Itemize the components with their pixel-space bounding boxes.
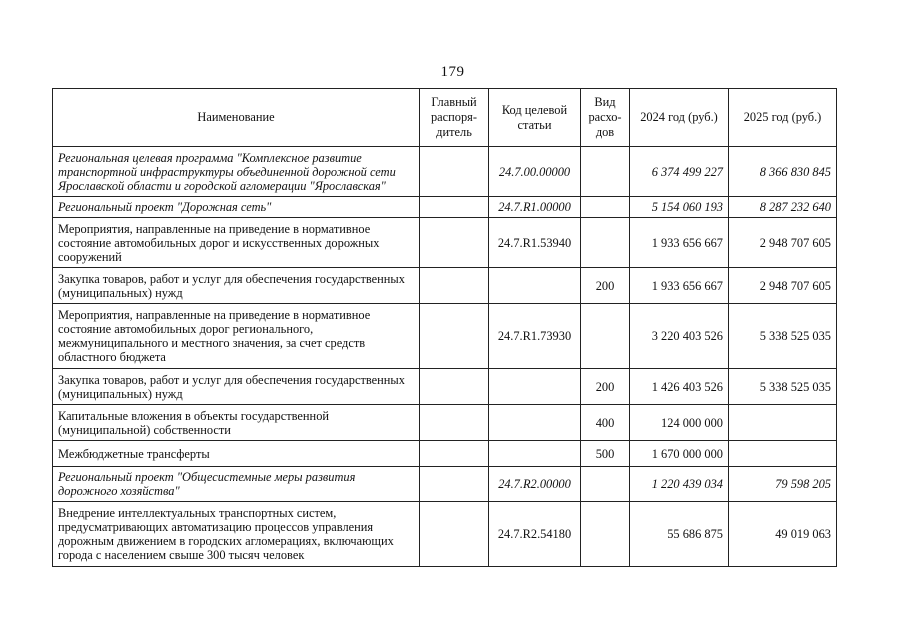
row-expense-kind (581, 304, 630, 369)
row-amount-2024: 6 374 499 227 (630, 147, 729, 197)
header-manager: Главный распоря-дитель (420, 89, 489, 147)
table-row (53, 218, 837, 268)
row-target-code: 24.7.00.00000 (489, 147, 581, 197)
row-expense-kind: 200 (581, 369, 630, 405)
row-expense-kind: 400 (581, 405, 630, 441)
row-manager (420, 467, 489, 502)
row-amount-2025: 2 948 707 605 (729, 268, 837, 304)
header-expense-kind: Вид расхо-дов (581, 89, 630, 147)
table-row (53, 369, 837, 405)
row-amount-2024: 55 686 875 (630, 502, 729, 567)
header-year-2025: 2025 год (руб.) (729, 89, 837, 147)
row-amount-2025: 79 598 205 (729, 467, 837, 502)
header-target-code: Код целевой статьи (489, 89, 581, 147)
row-amount-2024: 124 000 000 (630, 405, 729, 441)
row-manager (420, 218, 489, 268)
budget-table (52, 88, 837, 567)
row-amount-2024: 5 154 060 193 (630, 197, 729, 218)
row-expense-kind (581, 218, 630, 268)
row-name: Региональная целевая программа "Комплексное развитие транспортной инфраструктуры объединенной дорожной сети Ярославской области и городской агломерации "Ярославская" (53, 147, 420, 197)
page-number: 179 (440, 64, 465, 80)
row-expense-kind (581, 467, 630, 502)
row-manager (420, 502, 489, 567)
row-manager (420, 147, 489, 197)
table-row (53, 441, 837, 467)
table-row (53, 467, 837, 502)
row-expense-kind: 500 (581, 441, 630, 467)
table-row (53, 502, 837, 567)
row-expense-kind (581, 147, 630, 197)
row-amount-2024: 1 933 656 667 (630, 218, 729, 268)
row-manager (420, 197, 489, 218)
row-target-code (489, 441, 581, 467)
row-amount-2025: 8 366 830 845 (729, 147, 837, 197)
row-target-code (489, 268, 581, 304)
table-row (53, 147, 837, 197)
row-amount-2024: 1 220 439 034 (630, 467, 729, 502)
row-target-code: 24.7.R2.00000 (489, 467, 581, 502)
row-target-code (489, 369, 581, 405)
row-amount-2024: 1 426 403 526 (630, 369, 729, 405)
header-name: Наименование (53, 89, 420, 147)
row-amount-2025: 2 948 707 605 (729, 218, 837, 268)
row-amount-2024: 1 933 656 667 (630, 268, 729, 304)
table-row (53, 405, 837, 441)
row-name: Закупка товаров, работ и услуг для обеспечения государственных (муниципальных) нужд (53, 369, 420, 405)
row-amount-2025: 8 287 232 640 (729, 197, 837, 218)
table-row (53, 197, 837, 218)
table-body (53, 147, 837, 567)
row-target-code: 24.7.R2.54180 (489, 502, 581, 567)
row-amount-2025 (729, 441, 837, 467)
header-year-2024: 2024 год (руб.) (630, 89, 729, 147)
row-manager (420, 405, 489, 441)
row-name: Межбюджетные трансферты (53, 441, 420, 467)
row-expense-kind: 200 (581, 268, 630, 304)
row-name: Региональный проект "Общесистемные меры развития дорожного хозяйства" (53, 467, 420, 502)
row-amount-2024: 1 670 000 000 (630, 441, 729, 467)
row-target-code: 24.7.R1.00000 (489, 197, 581, 218)
table-header-row (53, 89, 837, 147)
row-amount-2025: 5 338 525 035 (729, 304, 837, 369)
row-target-code (489, 405, 581, 441)
row-name: Внедрение интеллектуальных транспортных систем, предусматривающих автоматизацию процессов управления дорожным движением в городских агломерациях, включающих города с населением свыше 300 тысяч человек (53, 502, 420, 567)
row-manager (420, 268, 489, 304)
row-name: Мероприятия, направленные на приведение в нормативное состояние автомобильных дорог регионального, межмуниципального и местного значения, за счет средств областного бюджета (53, 304, 420, 369)
row-expense-kind (581, 197, 630, 218)
row-target-code: 24.7.R1.73930 (489, 304, 581, 369)
row-amount-2025: 49 019 063 (729, 502, 837, 567)
table-row (53, 268, 837, 304)
row-name: Капитальные вложения в объекты государственной (муниципальной) собственности (53, 405, 420, 441)
row-amount-2024: 3 220 403 526 (630, 304, 729, 369)
row-expense-kind (581, 502, 630, 567)
row-name: Региональный проект "Дорожная сеть" (53, 197, 420, 218)
row-manager (420, 441, 489, 467)
row-manager (420, 304, 489, 369)
row-amount-2025 (729, 405, 837, 441)
row-name: Мероприятия, направленные на приведение в нормативное состояние автомобильных дорог и искусственных дорожных сооружений (53, 218, 420, 268)
row-target-code: 24.7.R1.53940 (489, 218, 581, 268)
row-manager (420, 369, 489, 405)
row-amount-2025: 5 338 525 035 (729, 369, 837, 405)
table-row (53, 304, 837, 369)
row-name: Закупка товаров, работ и услуг для обеспечения государственных (муниципальных) нужд (53, 268, 420, 304)
